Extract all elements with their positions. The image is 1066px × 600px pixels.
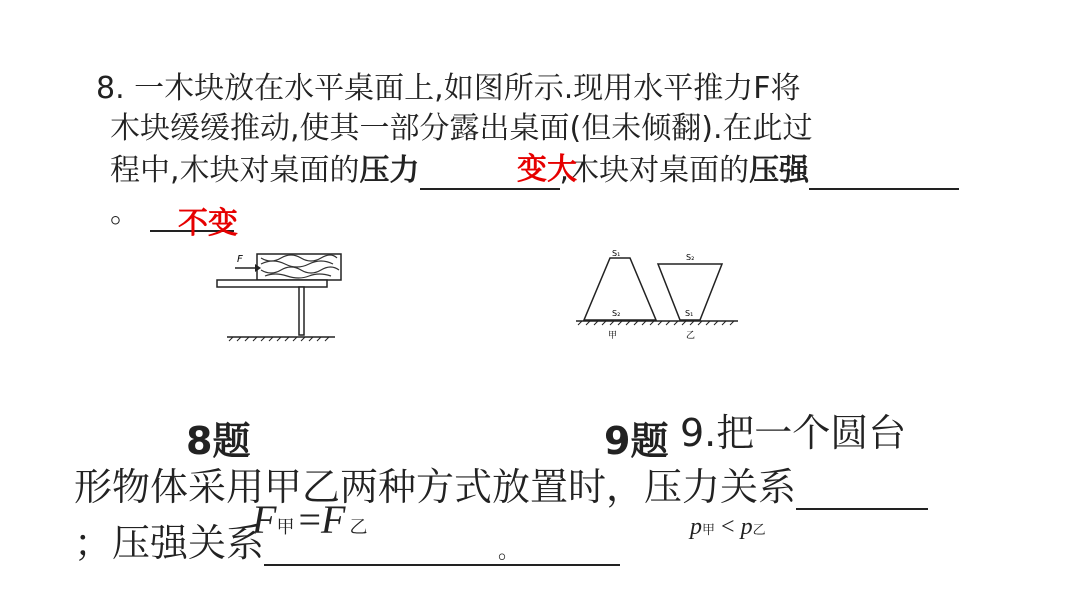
q8-answer-force: 变大 (517, 153, 577, 186)
label-s2-bottom-left: S₂ (612, 309, 621, 318)
table-leg (299, 287, 304, 335)
q8-line3-text-a: 程中,木块对桌面的 (110, 153, 360, 188)
q8-blank-pressure (809, 158, 959, 190)
caption-fig9: 9题 (604, 419, 669, 463)
q9-line1: 9.把一个圆台 (680, 411, 907, 455)
label-jia: 甲 (608, 331, 618, 341)
q9-answer-eq: = (298, 497, 321, 542)
q9-answer-lt: < (721, 514, 735, 540)
q8-pressure-label: 压强 (749, 153, 810, 188)
q9-answer-sub-jia: 甲 (276, 517, 295, 538)
fig9-frustum-diagram (572, 246, 742, 341)
label-s1-bottom-right: S₁ (685, 309, 694, 318)
label-s2-top-right: S₂ (686, 253, 695, 262)
q8-answer-pressure: 不变 (178, 207, 238, 240)
fig8-table-diagram (205, 240, 355, 345)
q8-line2: 木块缓缓推动,使其一部分露出桌面(但未倾翻).在此过 (110, 111, 813, 146)
q9-line2-text: 形物体采用甲乙两种方式放置时，压力关系 (74, 465, 797, 509)
q8-line3-text-c: ,木块对桌面的 (559, 153, 750, 188)
q9-period: 。 (498, 539, 521, 564)
q9-answer-F1: F (252, 497, 277, 542)
table-top (217, 280, 327, 287)
q9-answer-p1: p (690, 514, 702, 540)
q9-answer-pressure (690, 514, 766, 541)
q8-pressure-force-label: 压力 (359, 153, 420, 188)
q9-answer-sub-yi: 乙 (349, 517, 368, 538)
q8-line1: 8. 一木块放在水平桌面上,如图所示.现用水平推力F将 (96, 71, 801, 106)
q9-line3-text: ；压强关系 (74, 521, 265, 565)
caption-fig8: 8题 (186, 419, 251, 463)
q9-answer-p-sub-yi: 乙 (752, 523, 766, 538)
q9-answer-F2: F (321, 497, 346, 542)
q9-answer-force (252, 496, 367, 543)
q8-line4-period: 。 (110, 195, 140, 230)
q9-answer-p-sub-jia: 甲 (702, 523, 716, 538)
force-label: F (237, 254, 243, 265)
label-s1-top-left: S₁ (612, 249, 621, 258)
q9-answer-p2: p (740, 514, 753, 540)
q9-line2 (74, 464, 928, 510)
q9-blank-force (796, 470, 928, 510)
label-yi: 乙 (686, 331, 696, 341)
